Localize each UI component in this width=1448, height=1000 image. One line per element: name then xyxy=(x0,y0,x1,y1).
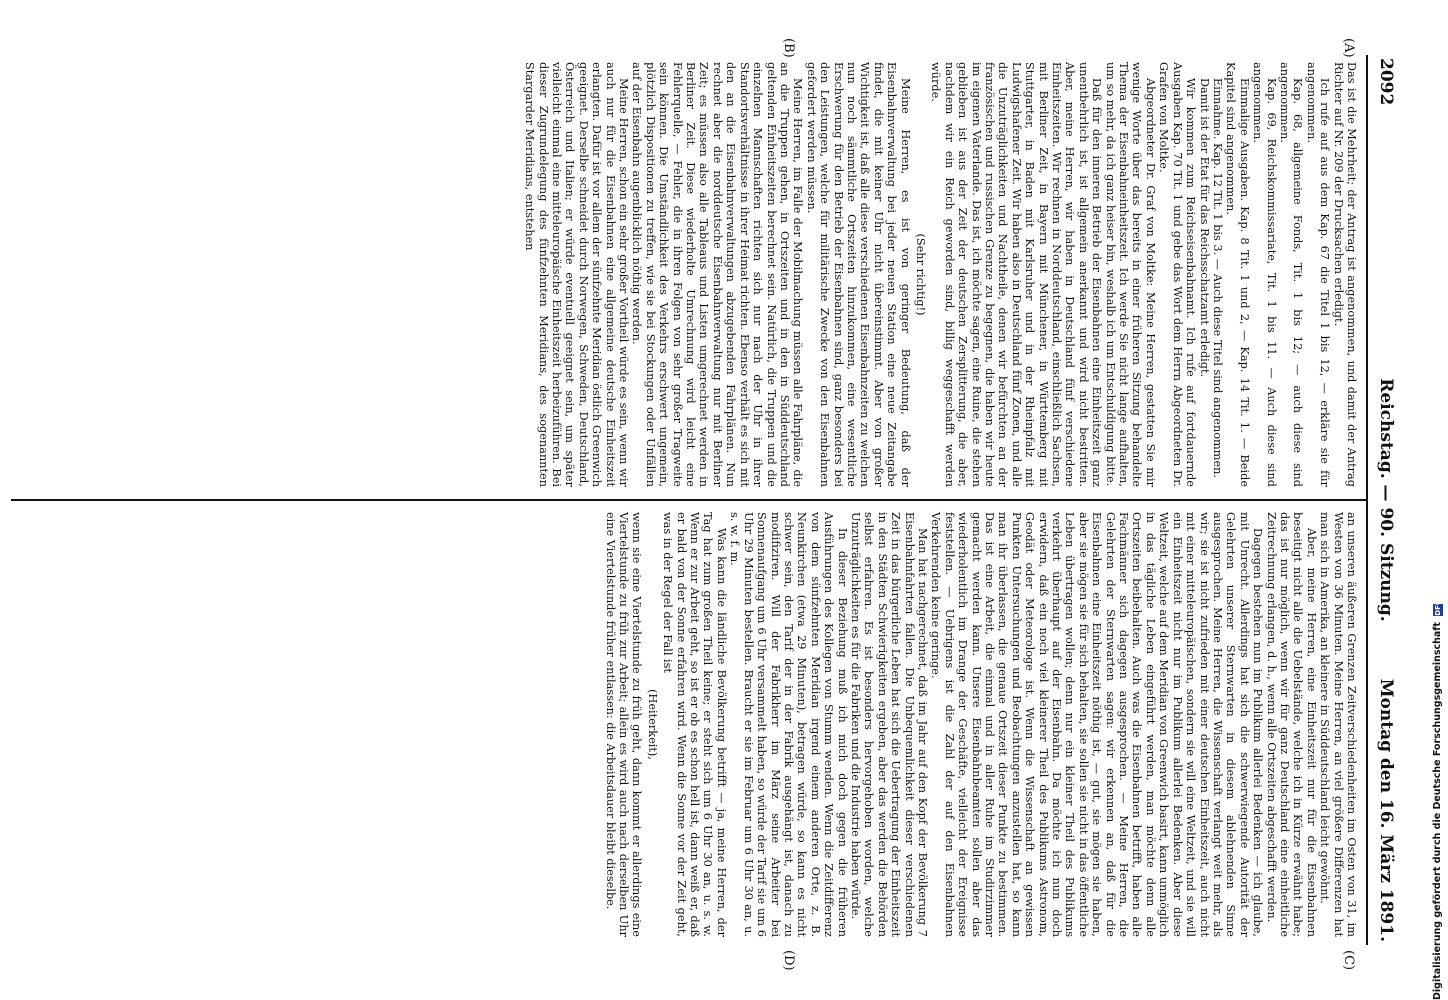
paragraph: wenn sie eine Viertelstunde zu früh geht, dann kommt er allerdings eine Viertelstunde zu früh zur Arbeit; allein es wird auch nach derselben Uhr eine Viertelstunde früher entlassen: die Arbeitsdauer bleibt dieselbe. xyxy=(603,512,644,937)
page-number: 2092 xyxy=(1376,58,1396,106)
paragraph: Wir kommen zum Reichseisenbahnamt. Ich rufe auf fortdauernde Ausgaben Kap. 70 Tit. 1 und gebe das Wort dem Herrn Abgeordneten Dr. Grafen von Moltke. xyxy=(1157,62,1198,487)
header-rule xyxy=(1366,55,1368,945)
paragraph: Was kann die ländliche Bevölkerung betrifft — ja, meine Herren, der Tag hat zum großen Theil keine; er steht sich um 6 Uhr 30 an, u. s. w. Wenn er zur Arbeit geht, so ist er ob es schon hell ist, dann weiß er, daß er bald von der Sonne erfahren wird. Wenn die Sonne vor der Zeit geht, was in der Regel der Fall ist xyxy=(661,512,728,937)
page-date: Montag den 16. März 1891. xyxy=(1376,678,1396,942)
margin-marker-b: (B) xyxy=(781,38,796,58)
paragraph: Daß für den inneren Betrieb der Eisenbahnen eine Einheitszeit ganz unentbehrlich ist, ist allgemein anerkannt und wird nicht bestritten. Aber, meine Herren, wir haben in Deutschland fünf verschiedene Einheitszeiten. Wir rechnen in Norddeutschland, einschließlich Sachsen, mit Berliner Zeit, in Bayern mit Münchener, in Württemberg mit Stuttgarter, in Baden mit Karlsruher und in der Rheinpfalz mit Ludwigshafener Zeit. Wir haben also in Deutschland fünf Zonen, und alle die Unzuträglichkeiten und Nachtheile, denen wir befürchten an der französischen und russischen Grenze zu begegnen, die haben wir heute im eigenen Vaterlande. Das ist, ich möchte sagen, eine Ruine, die stehen geblieben ist aus der Zeit der deutschen Zersplitterung, die aber, nachdem wir ein Reich geworden sind, billig weggeschafft werden würde. xyxy=(929,62,1104,487)
paragraph: Dagegen bestehen nun im Publikum allerlei Bedenken — ich glaube, mit Unrecht. Allerdings hat sich die schwerwiegende Autorität der Gelehrten unserer Sternwarten in diesem ablehnenden Sinne ausgesprochen. Meine Herren, die Wissenschaft verlangt weit mehr, als wir; sie ist nicht zufrieden mit einer deutschen Einheitszeit, auch nicht mit einer mitteleuropäischen, sondern sie will eine Weltzeit, und sie will ein Einheitszeit nicht nur im Publikum allerlei Bedenken. Aber diese Weltzeit, welche auf dem Meridian von Greenwich basirt, kann unmöglich in das tägliche Leben eingeführt werden, man möchte denn alle Ortszeiten beibehalten. Auch was die Eisenbahnen betrifft, haben alle Fachmänner sich dagegen ausgesprochen. — Meine Herren, die Gelehrten der Sternwarten sagen: wir erkennen an, daß für die Eisenbahnen eine Einheitszeit nöthig ist, — gut, sie mögen sie haben, aber sie mögen sie für sich behalten, sie sollen sie nicht in das öffentliche Leben übertragen wollen; denn nur ein kleiner Theil des Publikums verkehrt überhaupt auf der Eisenbahn. Da möchte ich nun doch erwidern, daß ein noch viel kleinerer Theil des Publikums Astronom, Geodät oder Meteorologe ist. Wenn die Wissenschaft an gewissen Punkten Untersuchungen und Beobachtungen anzustellen hat, so kann man ihr überlassen, die genaue Ortszeit dieser Punkte zu bestimmen. Das ist eine Arbeit, die einmal und in aller Ruhe im Studirzimmer gemacht werden kann. Unsere Eisenbahnbeamten sollen aber das wiederholentlich im Drange der Geschäfte, vielleicht der Ereignisse feststellen. — Uebrigens ist die Zahl der auf den Eisenbahnen Verkehrenden keine geringe. xyxy=(929,512,1265,938)
paragraph: Ich rufe auf aus dem Kap. 67 die Titel 1 bis 12, — erkläre sie für angenommen. xyxy=(1304,62,1332,487)
footer-strip xyxy=(1416,0,1443,1000)
paragraph: Meine Herren, schon ein sehr großer Vortheil würde es sein, wenn wir auch nur für die Eisenbahnen eine allgemeine deutsche Einheitszeit erlangten. Dafür ist vor allem der sünfzehnte Meridian östlich Greenwich geeignet. Derselbe schneidet durch Norwegen, Schweden, Deutschland, Österreich und Italien; er würde eventuell geeignet sein, um später vielleicht einmal eine mitteleuropäische Einheitszeit herbeizuführen. Bei dieser Zugrundelegung des fünfzehnten Meridians, des sogenannten Stargarder Meridians, entstehen xyxy=(523,62,631,487)
paragraph: Damit ist der Etat für das Reichsschatzamt erledigt. xyxy=(1197,78,1211,378)
paragraph: Das ist die Mehrheit; der Antrag ist angenommen, und damit der Antrag Richter auf Nr. 209 der Drucksachen erledigt. xyxy=(1331,62,1358,487)
footer-credit-text: Digitalisierung gefördert durch die Deutsche Forschungsgemeinschaft xyxy=(1432,622,1443,1000)
paragraph: Abgeordneter Dr. Graf von Moltke: Meine Herren, gestatten Sie mir wenige Worte über das bereits in einer früheren Sitzung behandelte Thema der Eisenbahneinheitszeit. Ich werde Sie nicht lange aufhalten, um so mehr, da ich ganz heiser bin, weshalb ich um Entschuldigung bitte. xyxy=(1103,62,1157,487)
column-divider xyxy=(11,499,1366,501)
margin-marker-d: (D) xyxy=(781,950,796,971)
paragraph: Kap. 68, allgemeine Fonds, Tit. 1 bis 12; — auch diese sind angenommen. xyxy=(1277,62,1305,487)
paragraph: In dieser Beziehung muß ich mich doch gegen die früheren Ausführungen des Kollegen von Stumm wenden. Wenn die Zeitdifferenz von dem sünfzehnten Meridian irgend einem anderen Orte, z. B. Neunkirchen (etwa 29 Minuten), betragen würde, so kann es nicht schwer sein, den Tarif der in der Fabrik ausgehängt ist, danach zu modifiziren. Will der Fabrikherr im März seine Arbeiter bei Sonnenaufgang um 6 Uhr versammelt haben, so würde der Tarif sie um 6 Uhr 29 Minuten bestellen. Braucht er sie im Februar um 6 Uhr 30 an, u. s. w. f. m. xyxy=(728,512,849,937)
margin-marker-a: (A) xyxy=(1341,38,1356,58)
paragraph: Kap. 69, Reichskommissariate, Tit. 1 bis 11. — Auch diese sind angenommen. xyxy=(1251,62,1278,487)
paragraph: Einmalige Ausgaben. Kap. 8 Tit. 1 und 2, — Kap. 14 Tit. 1. — Beide Kapitel sind angenommen. xyxy=(1224,62,1251,487)
paragraph: Einnahme. Kap. 12 Tit. 1 bis 3. — Auch diese Titel sind angenommen. xyxy=(1210,78,1224,478)
paragraph: (Heiterkeit), xyxy=(645,689,659,760)
paragraph: an unseren äußeren Grenzen Zeitverschiedenheiten im Osten von 31, im Westen von 36 Minuten. Meine Herren, an viel größere Differenzen hat man sich in Amerika, an kleinere in Süddeutschland leicht gewöhnt. xyxy=(1318,512,1358,937)
page-title: Reichstag. — 90. Sitzung. xyxy=(1376,378,1396,622)
paragraph: Meine Herren, es ist von geringer Bedeutung, daß der Eisenbahnverwaltung bei jeder neuen Station eine neue Zeitangabe findet, die mit keiner Uhr nicht übereinstimmt. Aber von großer Wichtigkeit ist, daß alle diese verschiedenen Eisenbahnzeiten zu welchen nun noch sämmtliche Ortszeiten hinzukommen, eine wesentliche Erschwerung für den Betrieb der Eisenbahnen sind, ganz besonders bei den Leistungen, welche für militärische Zwecke von den Eisenbahnen gefordert werden müssen. xyxy=(804,62,912,487)
dfg-logo-icon: DFG xyxy=(1433,599,1442,616)
footer-credit xyxy=(1432,0,1448,1000)
page-header xyxy=(1370,58,1396,942)
margin-marker-c: (C) xyxy=(1341,950,1356,971)
paragraph: Man hat nachgerechnet, daß im Jahr auf den Kopf der Bevölkerung 7 Eisenbahnfahrten fallen. Die Unbequemlichkeit dieser verschiedenen Zeit in das bürgerliche Leben hat sich die Uebertragung der Einheitszeit in den Städten Schwierigkeiten ergeben, aber das werden die Behörden selbst erfahren. Es ist besonders hervorgehoben worden, welche Unzuträglichkeiten es für die Fabriken und die Industrie haben würde. xyxy=(848,512,929,937)
right-text-column xyxy=(18,512,1358,937)
left-text-column xyxy=(18,62,1358,487)
paragraph: Aber, meine Herren, eine Einheitszeit nur für die Eisenbahnen beseitigt nicht alle die Uebelstände, welche ich in Kürze erwähnt habe; das ist nur möglich, wenn wir für ganz Deutschland eine einheitliche Zeitrechnung erlangen, d. h., wenn alle Ortszeiten abgeschafft werden. xyxy=(1264,512,1318,937)
paragraph: Meine Herren, im Falle der Mobilmachung müssen alle Fahrpläne, die an die Truppen gehen, in Ortszeiten und in den in Süddeutschland geltenden Einheitszeiten berechnet sein. Natürlich, die Truppen und die einzelnen Mannschaften richten sich nur nach der Uhr in ihrer Standortsverhältnisse in ihrer Heimat richten. Ebenso verhält es sich mit den an die Eisenbahnverwaltungen abzugebenden Fahrplänen. Nun rechnet aber die norddeutsche Eisenbahnverwaltung nur mit Berliner Zeit; es müssen also alle Tableaus und Listen umgerechnet werden in Berliner Zeit. Diese wiederholte Umrechnung wird leicht eine Fehlerquelle, — Fehler, die in ihren Folgen von sehr großer Tragweite sein können. Die Umständlichkeit des Verkehrs erschwert ungemein, plötzlich Dispositionen zu treffen, wie sie bei Stockungen oder Unfällen auf der Eisenbahn augenblicklich nöthig werden. xyxy=(630,62,805,487)
paragraph: (Sehr richtig!) xyxy=(914,233,927,316)
